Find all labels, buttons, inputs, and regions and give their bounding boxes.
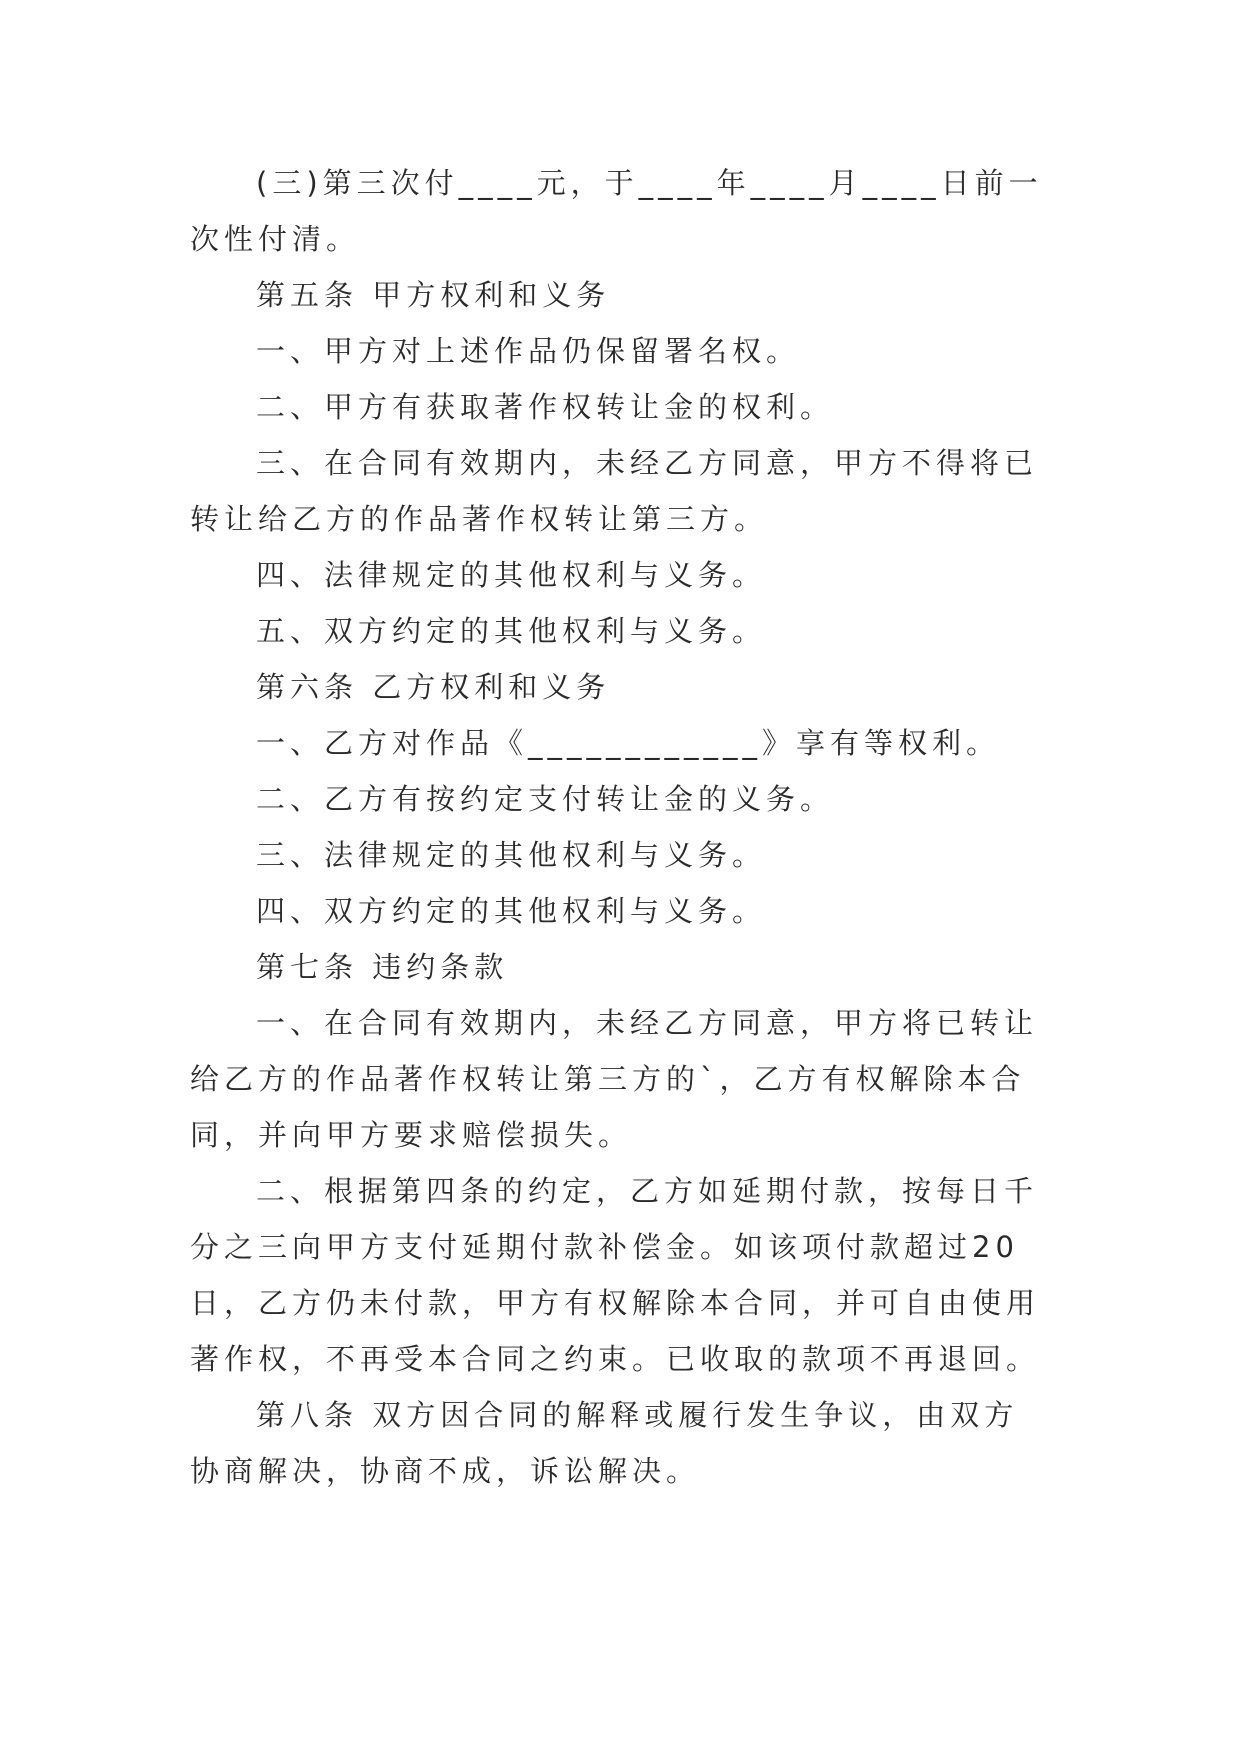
paragraph-party-b-4: 四、双方约定的其他权利与义务。 (256, 894, 767, 928)
paragraph-party-a-1: 一、甲方对上述作品仍保留署名权。 (256, 334, 801, 368)
paragraph-party-a-2: 二、甲方有获取著作权转让金的权利。 (256, 390, 835, 424)
paragraph-party-b-1: 一、乙方对作品《____________》享有等权利。 (256, 726, 1001, 760)
paragraph-payment-third: (三)第三次付____元，于____年____月____日前一次性付清。 (190, 166, 1043, 256)
paragraph-breach-2: 二、根据第四条的约定，乙方如延期付款，按每日千分之三向甲方支付延期付款补偿金。如该项付款超过20日，乙方仍未付款，甲方有权解除本合同，并可自由使用著作权，不再受本合同之约束。已收取的款项不再退回。 (190, 1174, 1041, 1376)
heading-article-7: 第七条 违约条款 (256, 950, 509, 984)
paragraph-breach-1: 一、在合同有效期内，未经乙方同意，甲方将已转让给乙方的作品著作权转让第三方的`，乙方有权解除本合同，并向甲方要求赔偿损失。 (190, 1006, 1039, 1152)
paragraph-party-a-5: 五、双方约定的其他权利与义务。 (256, 614, 767, 648)
paragraph-article-8: 第八条 双方因合同的解释或履行发生争议，由双方协商解决，协商不成，诉讼解决。 (190, 1398, 1019, 1488)
paragraph-party-b-2: 二、乙方有按约定支付转让金的义务。 (256, 782, 835, 816)
paragraph-party-b-3: 三、法律规定的其他权利与义务。 (256, 838, 767, 872)
heading-article-5: 第五条 甲方权利和义务 (256, 278, 611, 312)
heading-article-6: 第六条 乙方权利和义务 (256, 670, 611, 704)
document-body (190, 155, 1050, 1499)
paragraph-party-a-4: 四、法律规定的其他权利与义务。 (256, 558, 767, 592)
paragraph-party-a-3: 三、在合同有效期内，未经乙方同意，甲方不得将已转让给乙方的作品著作权转让第三方。 (190, 446, 1039, 536)
